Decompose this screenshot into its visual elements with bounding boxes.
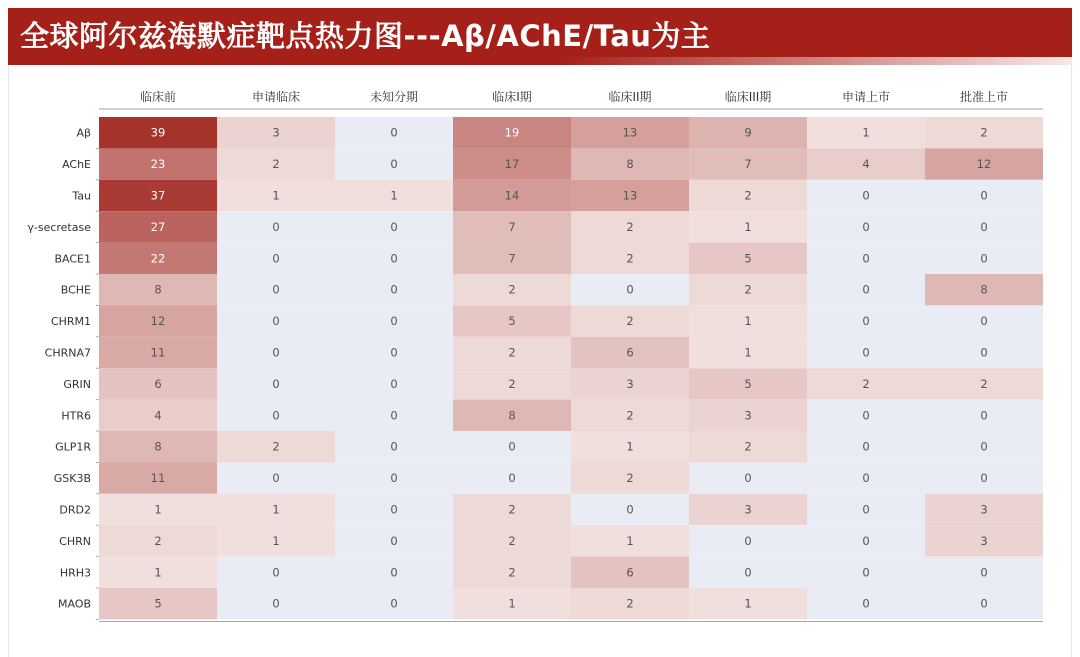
cell-value-label: 0: [390, 533, 398, 548]
cell-value-label: 0: [272, 596, 280, 611]
cell-value-label: 1: [744, 314, 752, 329]
cell-value-label: 0: [744, 471, 752, 486]
cell-value-label: 0: [862, 314, 870, 329]
cell-value-label: 0: [272, 408, 280, 423]
cell-value-label: 0: [390, 157, 398, 172]
row-label: GLP1R: [55, 440, 91, 454]
cell-value-label: 2: [508, 282, 516, 297]
cell-value-label: 2: [508, 502, 516, 517]
cell-value-label: 8: [154, 439, 162, 454]
cell-value-label: 0: [272, 565, 280, 580]
cell-value-label: 8: [508, 408, 516, 423]
cell-value-label: 2: [744, 439, 752, 454]
cell-value-label: 0: [272, 251, 280, 266]
cell-value-label: 0: [980, 314, 988, 329]
cell-value-label: 2: [626, 219, 634, 234]
cell-value-label: 9: [744, 125, 752, 140]
column-header: 临床II期: [608, 90, 652, 104]
cell-value-label: 1: [744, 219, 752, 234]
cell-value-label: 8: [154, 282, 162, 297]
cell-value-label: 0: [862, 219, 870, 234]
cell-value-label: 0: [390, 345, 398, 360]
cell-value-label: 0: [862, 408, 870, 423]
cell-value-label: 13: [622, 188, 638, 203]
cell-value-label: 1: [154, 502, 162, 517]
cell-value-label: 0: [272, 219, 280, 234]
cell-value-label: 3: [744, 408, 752, 423]
cell-value-label: 7: [508, 251, 516, 266]
row-label: Tau: [72, 189, 91, 203]
cell-value-label: 0: [272, 345, 280, 360]
cell-value-label: 5: [744, 251, 752, 266]
row-label: CHRNA7: [44, 346, 91, 360]
cell-value-label: 1: [272, 533, 280, 548]
row-label: Aβ: [76, 126, 91, 140]
heatmap-chart: [9, 65, 1071, 657]
cell-value-label: 0: [862, 282, 870, 297]
cell-value-label: 1: [272, 502, 280, 517]
column-header: 批准上市: [959, 90, 1009, 104]
cell-value-label: 12: [150, 314, 166, 329]
cell-value-label: 0: [390, 314, 398, 329]
cell-value-label: 0: [980, 596, 988, 611]
cell-value-label: 0: [390, 471, 398, 486]
cell-value-label: 0: [508, 439, 516, 454]
cell-value-label: 0: [390, 125, 398, 140]
row-label: CHRN: [59, 534, 91, 548]
cell-value-label: 3: [626, 376, 634, 391]
cell-value-label: 0: [390, 502, 398, 517]
cell-value-label: 0: [390, 251, 398, 266]
column-header: 申请临床: [251, 90, 301, 104]
cell-value-label: 3: [980, 533, 988, 548]
cell-value-label: 2: [744, 188, 752, 203]
cell-value-label: 0: [980, 345, 988, 360]
cell-value-label: 6: [626, 345, 634, 360]
cell-value-label: 1: [508, 596, 516, 611]
cell-value-label: 7: [508, 219, 516, 234]
cell-value-label: 2: [508, 533, 516, 548]
cell-value-label: 3: [980, 502, 988, 517]
cell-value-label: 0: [390, 282, 398, 297]
cell-value-label: 8: [626, 157, 634, 172]
cell-value-label: 1: [626, 533, 634, 548]
cell-value-label: 0: [508, 471, 516, 486]
cell-value-label: 12: [976, 157, 992, 172]
cell-value-label: 8: [980, 282, 988, 297]
cell-value-label: 3: [744, 502, 752, 517]
cell-value-label: 0: [390, 219, 398, 234]
cell-value-label: 5: [508, 314, 516, 329]
cell-value-label: 2: [862, 376, 870, 391]
cell-value-label: 0: [862, 345, 870, 360]
cell-value-label: 0: [862, 533, 870, 548]
row-label: HTR6: [61, 409, 91, 423]
cell-value-label: 0: [862, 251, 870, 266]
page-title: 全球阿尔兹海默症靶点热力图---Aβ/AChE/Tau为主: [20, 19, 711, 53]
cell-value-label: 2: [626, 471, 634, 486]
cell-value-label: 39: [150, 125, 166, 140]
cell-value-label: 0: [626, 282, 634, 297]
row-label: MAOB: [57, 597, 91, 611]
cell-value-label: 1: [390, 188, 398, 203]
cell-value-label: 0: [862, 439, 870, 454]
cell-value-label: 1: [626, 439, 634, 454]
cell-value-label: 0: [744, 533, 752, 548]
row-label: AChE: [62, 158, 91, 172]
cell-value-label: 2: [626, 314, 634, 329]
column-header: 未知分期: [369, 90, 419, 104]
row-label: GRIN: [63, 377, 91, 391]
column-header: 临床前: [139, 90, 177, 104]
cell-value-label: 0: [390, 376, 398, 391]
cell-value-label: 37: [150, 188, 166, 203]
cell-value-label: 4: [862, 157, 870, 172]
cell-value-label: 0: [272, 471, 280, 486]
cell-value-label: 0: [980, 219, 988, 234]
cell-value-label: 0: [390, 439, 398, 454]
cell-value-label: 6: [154, 376, 162, 391]
cell-value-label: 0: [390, 408, 398, 423]
cell-value-label: 0: [862, 565, 870, 580]
cell-value-label: 2: [980, 376, 988, 391]
cell-value-label: 0: [390, 596, 398, 611]
cell-value-label: 2: [154, 533, 162, 548]
cell-value-label: 6: [626, 565, 634, 580]
cell-value-label: 14: [504, 188, 520, 203]
row-label: γ-secretase: [27, 220, 91, 234]
cell-value-label: 0: [272, 376, 280, 391]
cell-value-label: 0: [390, 565, 398, 580]
cell-value-label: 23: [150, 157, 166, 172]
cell-value-label: 27: [150, 219, 166, 234]
cell-value-label: 0: [744, 565, 752, 580]
cell-value-label: 2: [980, 125, 988, 140]
cell-value-label: 0: [980, 408, 988, 423]
cell-value-label: 0: [980, 439, 988, 454]
cell-value-label: 5: [744, 376, 752, 391]
cell-value-label: 2: [508, 376, 516, 391]
cell-value-label: 0: [862, 471, 870, 486]
row-label: DRD2: [59, 503, 91, 517]
row-label: HRH3: [59, 566, 91, 580]
cell-value-label: 11: [150, 471, 166, 486]
cell-value-label: 4: [154, 408, 162, 423]
cell-value-label: 0: [862, 188, 870, 203]
cell-value-label: 1: [154, 565, 162, 580]
cell-value-label: 1: [744, 345, 752, 360]
row-label: CHRM1: [50, 315, 91, 329]
cell-value-label: 0: [980, 471, 988, 486]
cell-value-label: 0: [980, 251, 988, 266]
chart-frame: [8, 65, 1072, 657]
row-label: GSK3B: [53, 472, 91, 486]
cell-value-label: 2: [626, 251, 634, 266]
column-header: 申请上市: [841, 90, 891, 104]
cell-value-label: 3: [272, 125, 280, 140]
row-label: BACE1: [54, 252, 91, 266]
cell-value-label: 0: [272, 314, 280, 329]
cell-value-label: 2: [508, 345, 516, 360]
cell-value-label: 0: [862, 596, 870, 611]
cell-value-label: 5: [154, 596, 162, 611]
column-header: 临床I期: [492, 90, 532, 104]
cell-value-label: 13: [622, 125, 638, 140]
cell-value-label: 22: [150, 251, 166, 266]
cell-value-label: 1: [862, 125, 870, 140]
cell-value-label: 0: [626, 502, 634, 517]
cell-value-label: 2: [626, 596, 634, 611]
cell-value-label: 0: [862, 502, 870, 517]
cell-value-label: 1: [272, 188, 280, 203]
cell-value-label: 2: [272, 439, 280, 454]
cell-value-label: 0: [980, 188, 988, 203]
cell-value-label: 11: [150, 345, 166, 360]
cell-value-label: 7: [744, 157, 752, 172]
cell-value-label: 19: [504, 125, 520, 140]
column-header: 临床III期: [724, 90, 772, 104]
cell-value-label: 17: [504, 157, 520, 172]
cell-value-label: 2: [508, 565, 516, 580]
row-label: BCHE: [60, 283, 91, 297]
cell-value-label: 2: [626, 408, 634, 423]
cell-value-label: 0: [272, 282, 280, 297]
cell-value-label: 1: [744, 596, 752, 611]
cell-value-label: 2: [744, 282, 752, 297]
cell-value-label: 0: [980, 565, 988, 580]
cell-value-label: 2: [272, 157, 280, 172]
